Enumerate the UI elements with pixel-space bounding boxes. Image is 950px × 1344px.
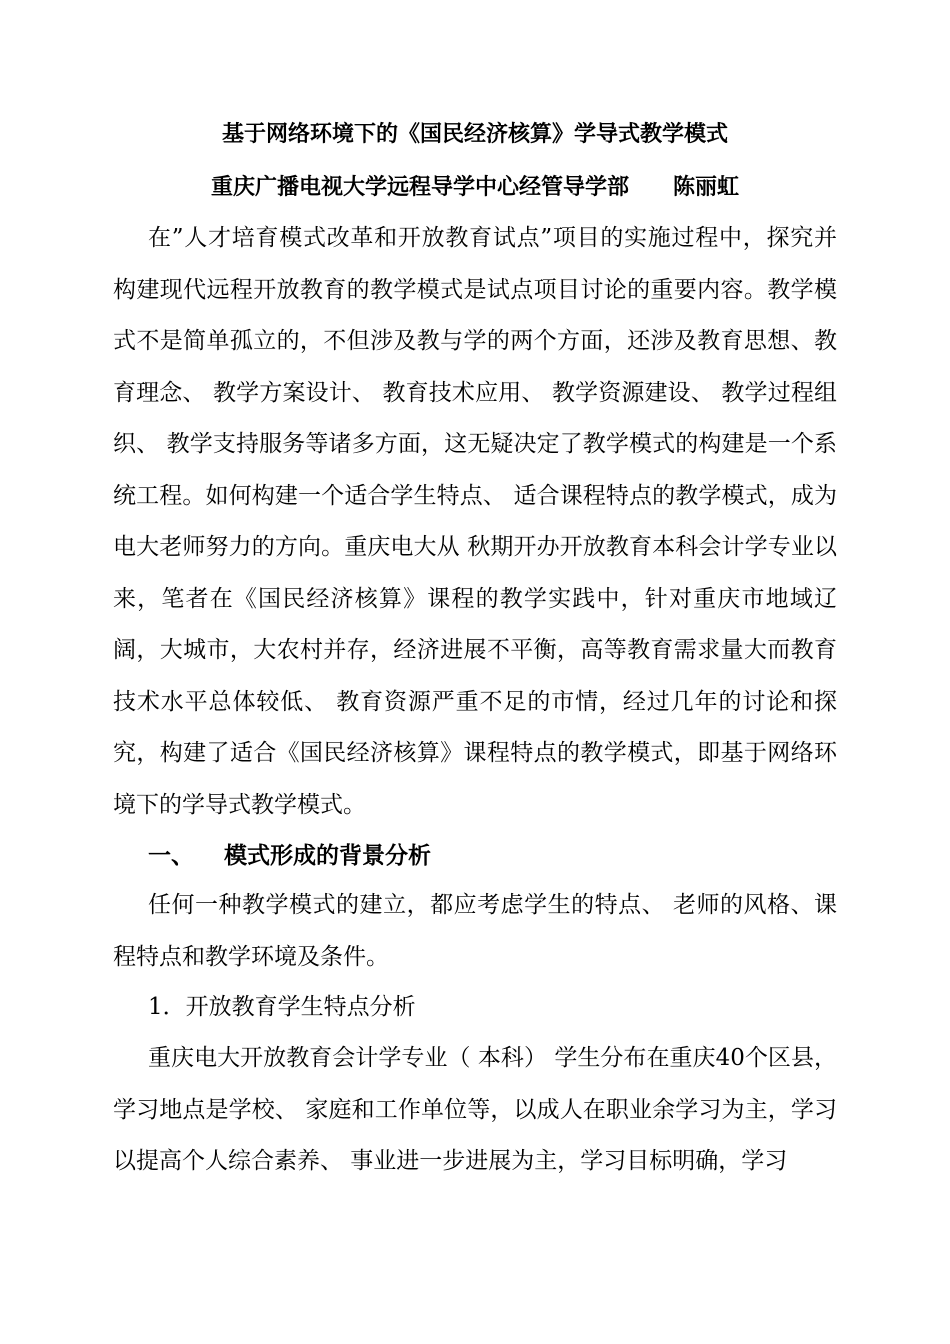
author-name: 陈丽虹 <box>673 174 740 200</box>
section-number: 一、 <box>148 842 194 869</box>
document-subtitle <box>0 172 950 202</box>
document-title: 基于网络环境下的《国民经济核算》学导式教学模式 <box>221 121 728 147</box>
author-organization: 重庆广播电视大学远程导学中心经管导学部 <box>210 174 629 200</box>
section-heading <box>113 830 837 882</box>
subsection-heading <box>113 982 837 1034</box>
subsection-title: 1．开放教育学生特点分析 <box>148 994 416 1020</box>
section-intro-paragraph: 任何一种教学模式的建立，都应考虑学生的特点、 老师的风格、课程特点和教学环境及条件。 <box>113 892 837 970</box>
subsection-paragraph: 重庆电大开放教育会计学专业（ 本科） 学生分布在重庆40个区县，学习地点是学校、 家庭和工作单位等，以成人在职业余学习为主，学习以提高个人综合素养、 事业进一步进展为主，学习目标明确，学习 <box>113 1045 837 1174</box>
section-title: 模式形成的背景分析 <box>224 842 431 869</box>
intro-paragraph: 在”人才培育模式改革和开放教育试点”项目的实施过程中，探究并构建现代远程开放教育的教学模式是试点项目讨论的重要内容。教学模式不是简单孤立的，不但涉及教与学的两个方面，还涉及教育思想、教育理念、 教学方案设计、 教育技术应用、 教学资源建设、 教学过程组织、 教学支持服务等诸多方面，这无疑决定了教学模式的构建是一个系统工程。如何构建一个适合学生特点、 适合课程特点的教学模式，成为电大老师努力的方向。重庆电大从 秋期开办开放教育本科会计学专业以来，笔者在《国民经济核算》课程的教学实践中，针对重庆市地域辽阔，大城市，大农村并存，经济进展不平衡，高等教育需求量大而教育技术水平总体较低、 教育资源严重不足的市情，经过几年的讨论和探究，构建了适合《国民经济核算》课程特点的教学模式，即基于网络环境下的学导式教学模式。 <box>113 225 837 818</box>
